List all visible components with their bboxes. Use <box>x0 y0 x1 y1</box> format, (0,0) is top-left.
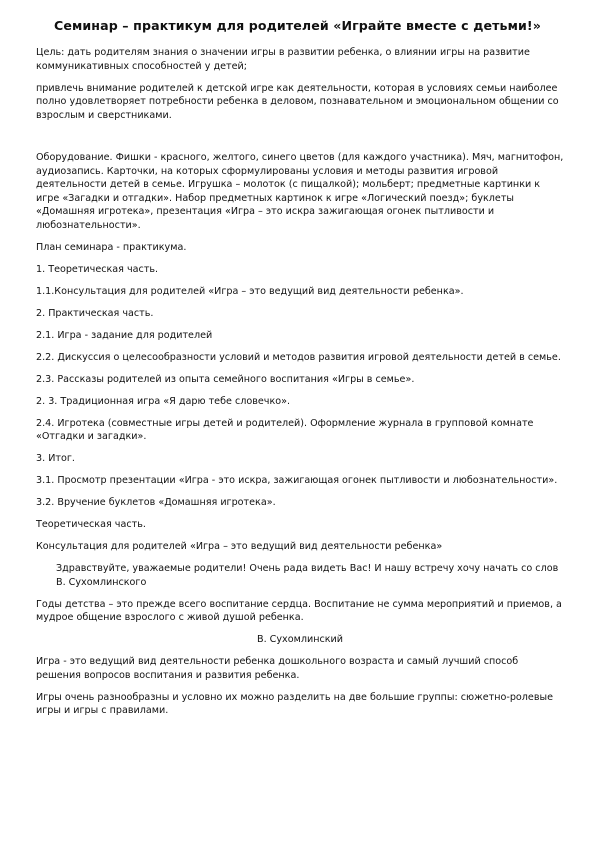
consultation-heading: Консультация для родителей «Игра – это ведущий вид деятельности ребенка» <box>36 541 443 552</box>
plan-item-2-2: 2.2. Дискуссия о целесообразности условий и методов развития игровой деятельности детей в семье. <box>36 351 561 363</box>
document-body <box>36 46 564 726</box>
plan-item-3: 3. Итог. <box>36 453 75 464</box>
plan-item-3-2: 3.2. Вручение буклетов «Домашняя игротека». <box>36 497 276 508</box>
plan-item-3-1: 3.1. Просмотр презентации «Игра - это искра, зажигающая огонек пытливости и любознательности». <box>36 475 558 486</box>
seminar-plan-heading: План семинара - практикума. <box>36 241 187 253</box>
plan-item-2-1: 2.1. Игра - задание для родителей <box>36 329 213 341</box>
greeting-paragraph: Здравствуйте, уважаемые родители! Очень рада видеть Вас! И нашу встречу хочу начать со слов В. Сухомлинского <box>56 563 559 588</box>
game-groups-paragraph: Игры очень разнообразны и условно их можно разделить на две большие группы: сюжетно-ролевые игры и игры с правилами. <box>36 691 553 716</box>
plan-item-2: 2. Практическая часть. <box>36 307 154 319</box>
plan-item-2-4: 2.4. Игротека (совместные игры детей и родителей). Оформление журнала в групповой комнате «Отгадки и загадки». <box>36 417 534 442</box>
plan-item-2-3: 2.3. Рассказы родителей из опыта семейного воспитания «Игры в семье». <box>36 373 415 385</box>
quote-author: В. Сухомлинский <box>256 634 344 645</box>
game-definition-paragraph: Игра - это ведущий вид деятельности ребенка дошкольного возраста и самый лучший способ решения вопросов воспитания и развития ребенка. <box>36 656 519 681</box>
plan-item-2-3-game: 2. 3. Традиционная игра «Я дарю тебе словечко». <box>36 395 291 407</box>
document-title: Семинар – практикум для родителей «Играйте вместе с детьми!» <box>54 18 541 33</box>
plan-item-1: 1. Теоретическая часть. <box>36 263 159 275</box>
theory-heading: Теоретическая часть. <box>36 519 146 530</box>
goal-paragraph: Цель: дать родителям знания о значении игры в развитии ребенка, о влиянии игры на развитие коммуникативных способностей у детей; <box>36 47 530 72</box>
plan-item-1-1: 1.1.Консультация для родителей «Игра – это ведущий вид деятельности ребенка». <box>36 285 464 297</box>
goal-continuation-paragraph: привлечь внимание родителей к детской игре как деятельности, которая в условиях семьи наиболее полно удовлетворяет потребности ребенка в деловом, познавательном и эмоциональном общении со взрослым и сверстниками. <box>36 82 559 121</box>
equipment-paragraph: Оборудование. Фишки - красного, желтого, синего цветов (для каждого участника). Мяч, магнитофон, аудиозапись. Карточки, на которых сформулированы условия и методы развития игровой деятельности детей в семье. Игрушка – молоток (с пищалкой); мольберт; предметные картинки к игре «Загадки и отгадки». Набор предметных картинок к игре «Логический поезд»; буклеты «Домашняя игротека», презентация «Игра – это искра зажигающая огонек пытливости и любознательности». <box>36 152 564 231</box>
quote-paragraph: Годы детства – это прежде всего воспитание сердца. Воспитание не сумма мероприятий и приемов, а мудрое общение взрослого с живой душой ребенка. <box>36 598 562 623</box>
